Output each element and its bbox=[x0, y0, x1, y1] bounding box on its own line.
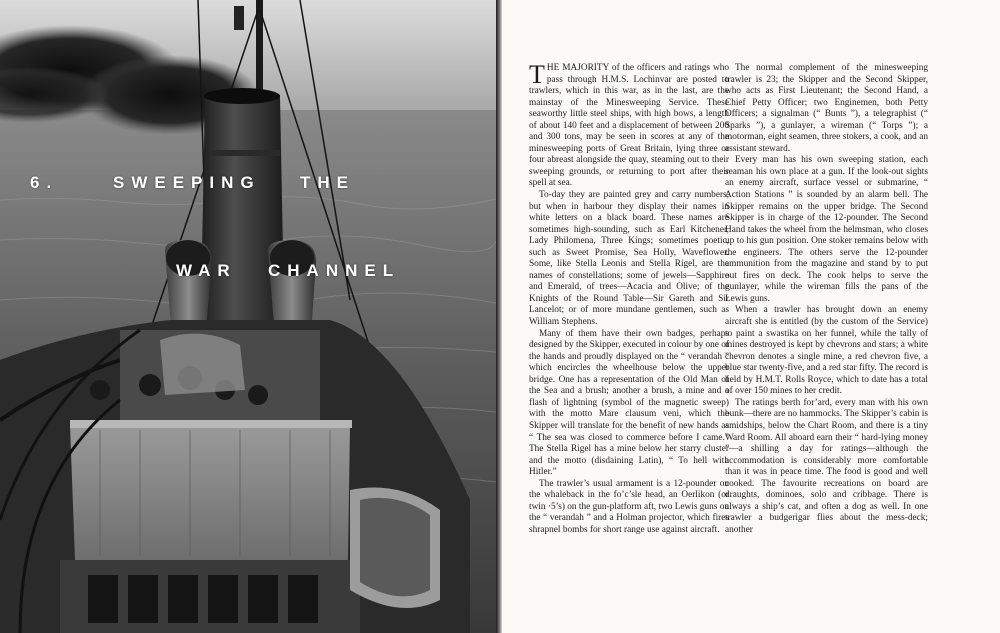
chapter-title-word-4: CHANNEL bbox=[268, 261, 401, 280]
trawler-photo-page bbox=[0, 0, 496, 633]
paragraph: To-day they are painted grey and carry numbers, but when in harbour they display their names in white letters on a black board. These names are sometimes high-sounding, such as Earl Kitchener, Lady Philomena, Three Kings; sometimes poetic, such as Sweet Promise, Sea Holly, Waveflower. Some, like Stella Leonis and Stella Rigel, are the names of constellations; some of jewels—Sapphire and Emerald, of trees—Acacia and Olive; of the Knights of the Round Table—Sir Gareth and Sir Lancelot; or of more mundane gentlemen, such as William Stephens. bbox=[529, 190, 729, 328]
paragraph: The ratings berth for’ard, every man with his own bunk—there are no hammocks. The Skipper’s cabin is amidships, below the Chart Room, and there is a tiny Ward Room. All aboard earn their “ hard-lying money ”—a shilling a day for ratings—although the accommodation is considerably more comfortable than it was in peace time. The food is good and well cooked. The favourite recreations on board are draughts, dominoes, solo and cribbage. There is always a ship’s cat, and often a dog as well. In one trawler a budgerigar flies about the mess-deck; another bbox=[725, 397, 928, 535]
text-column-left bbox=[529, 60, 729, 536]
text-page bbox=[502, 0, 1000, 633]
chapter-number: 6. bbox=[30, 173, 59, 192]
chapter-title-word-2: THE bbox=[300, 173, 355, 192]
trawler-photo bbox=[0, 0, 496, 633]
paragraph: When a trawler has brought down an enemy aircraft she is entitled (by the custom of the Service) to paint a swastika on her funnel, while the tally of mines destroyed is kept by chevrons and stars; a white chevron denotes a single mine, a red chevron five, a blue star twenty-five, and a red star fifty. The record is held by H.M.T. Rolls Royce, which to date has a total of over 150 mines to her credit. bbox=[725, 305, 928, 397]
chapter-title-word-3: WAR bbox=[176, 261, 237, 280]
paragraph: Many of them have their own badges, perhaps designed by the Skipper, executed in colour by one of the hands and proudly displayed on the “ verandah ” which encircles the wheelhouse below the upper bridge. One has a representation of the Old Man of the Sea and a brush; another a brush, a mine and a flash of lightning (symbol of the magnetic sweep) with the motto Mare clausum veni, which the Skipper will translate for the benefit of new hands as “ The sea was closed to commerce before I came.” The Stella Rigel has a mine below her starry cluster and the motto (disdaining Latin), “ To hell with Hitler.” bbox=[529, 328, 729, 478]
paragraph: The trawler’s usual armament is a 12-pounder on the whaleback in the fo’c’sle head, an Oerlikon (or twin ·5’s) on the gun-platform aft, two Lewis guns on the “ verandah ” and a Holman projector, which fires shrapnel bombs for short range use against aircraft. bbox=[529, 478, 729, 535]
paragraph: THE MAJORITY of the officers and ratings who pass through H.M.S. Lochinvar are posted to trawlers, which in this war, as in the last, are the mainstay of the Minesweeping Service. These seaworthy little steel ships, with high bows, a length of about 140 feet and a displacement of between 200 and 300 tons, may be seen in scores at any of the minesweeping ports of Great Britain, lying three or four abreast alongside the quay, steaming out to their sweeping grounds, or returning to port after their spell at sea. bbox=[529, 60, 729, 189]
paragraph: Every man has his own sweeping station, each seaman his own place at a gun. If the look-out sights an enemy aircraft, surface vessel or submarine, “ Action Stations ” is sounded by an alarm bell. The Skipper remains on the upper bridge. The Second Skipper is in charge of the 12-pounder. The Second Hand takes the wheel from the helmsman, who closes up to his gun position. One stoker remains below with the engineers. The others serve the 12-pounder ammunition from the magazine and stand by to put out fires on deck. The cook helps to serve the gunlayer, while the wireman fills the pans of the Lewis guns. bbox=[725, 155, 928, 304]
text-column-right bbox=[725, 63, 928, 536]
chapter-title-word-1: SWEEPING bbox=[113, 173, 261, 192]
paragraph: The normal complement of the minesweeping trawler is 23; the Skipper and the Second Skipper, who acts as First Lieutenant; the Second Hand, a Chief Petty Officer; two Enginemen, both Petty Officers; a signalman (“ Bunts ”), a telegraphist (“ Sparks ”), a gunlayer, a wireman (“ Torps ”); a motorman, eight seamen, three stokers, a cook, and an assistant steward. bbox=[725, 63, 928, 154]
